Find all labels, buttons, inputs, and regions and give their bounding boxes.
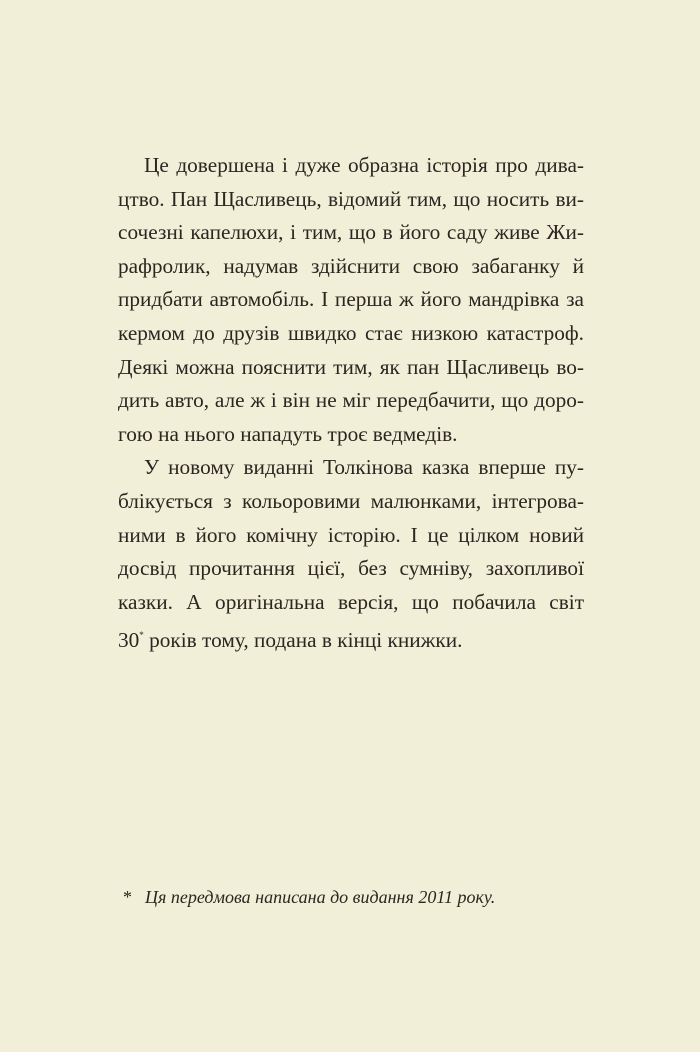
- paragraph-2: [118, 451, 584, 653]
- years-number: 30: [118, 628, 140, 653]
- paragraph-1: [118, 149, 584, 451]
- text-line: досвід прочитання цієї, без сумніву, захопливої: [118, 556, 584, 581]
- text-line: гою на нього нападуть троє ведмедів.: [118, 421, 458, 446]
- text-line: дить авто, але ж і він не міг передбачити, що доро-: [118, 388, 584, 413]
- text-line: казки. А оригінальна версія, що побачила світ: [118, 589, 584, 614]
- text-line: блікується з кольоровими малюнками, інтегрова-: [118, 488, 584, 513]
- footnote-reference: *: [139, 630, 144, 641]
- footnote: [123, 887, 495, 908]
- main-text: [118, 149, 584, 653]
- line-rest: років тому, подана в кінці книжки.: [143, 628, 463, 653]
- text-line: ними в його комічну історію. І це цілком новий: [118, 522, 584, 547]
- text-line: [118, 619, 584, 653]
- text-line: цтво. Пан Щасливець, відомий тим, що носить ви-: [118, 186, 584, 211]
- footnote-mark: *: [123, 887, 132, 907]
- text-line: кермом до друзів швидко стає низкою катастроф.: [118, 320, 584, 345]
- footnote-text: Ця передмова написана до видання 2011 року.: [145, 887, 496, 907]
- text-line: придбати автомобіль. І перша ж його мандрівка за: [118, 287, 584, 312]
- text-line: рафролик, надумав здійснити свою забаганку й: [118, 253, 584, 278]
- text-line: сочезні капелюхи, і тим, що в його саду живе Жи-: [118, 220, 584, 245]
- text-line: У новому виданні Толкінова казка вперше пу-: [144, 455, 584, 480]
- text-line: Це довершена і дуже образна історія про дива-: [144, 153, 584, 177]
- text-line: Деякі можна пояснити тим, як пан Щасливець во-: [118, 354, 584, 379]
